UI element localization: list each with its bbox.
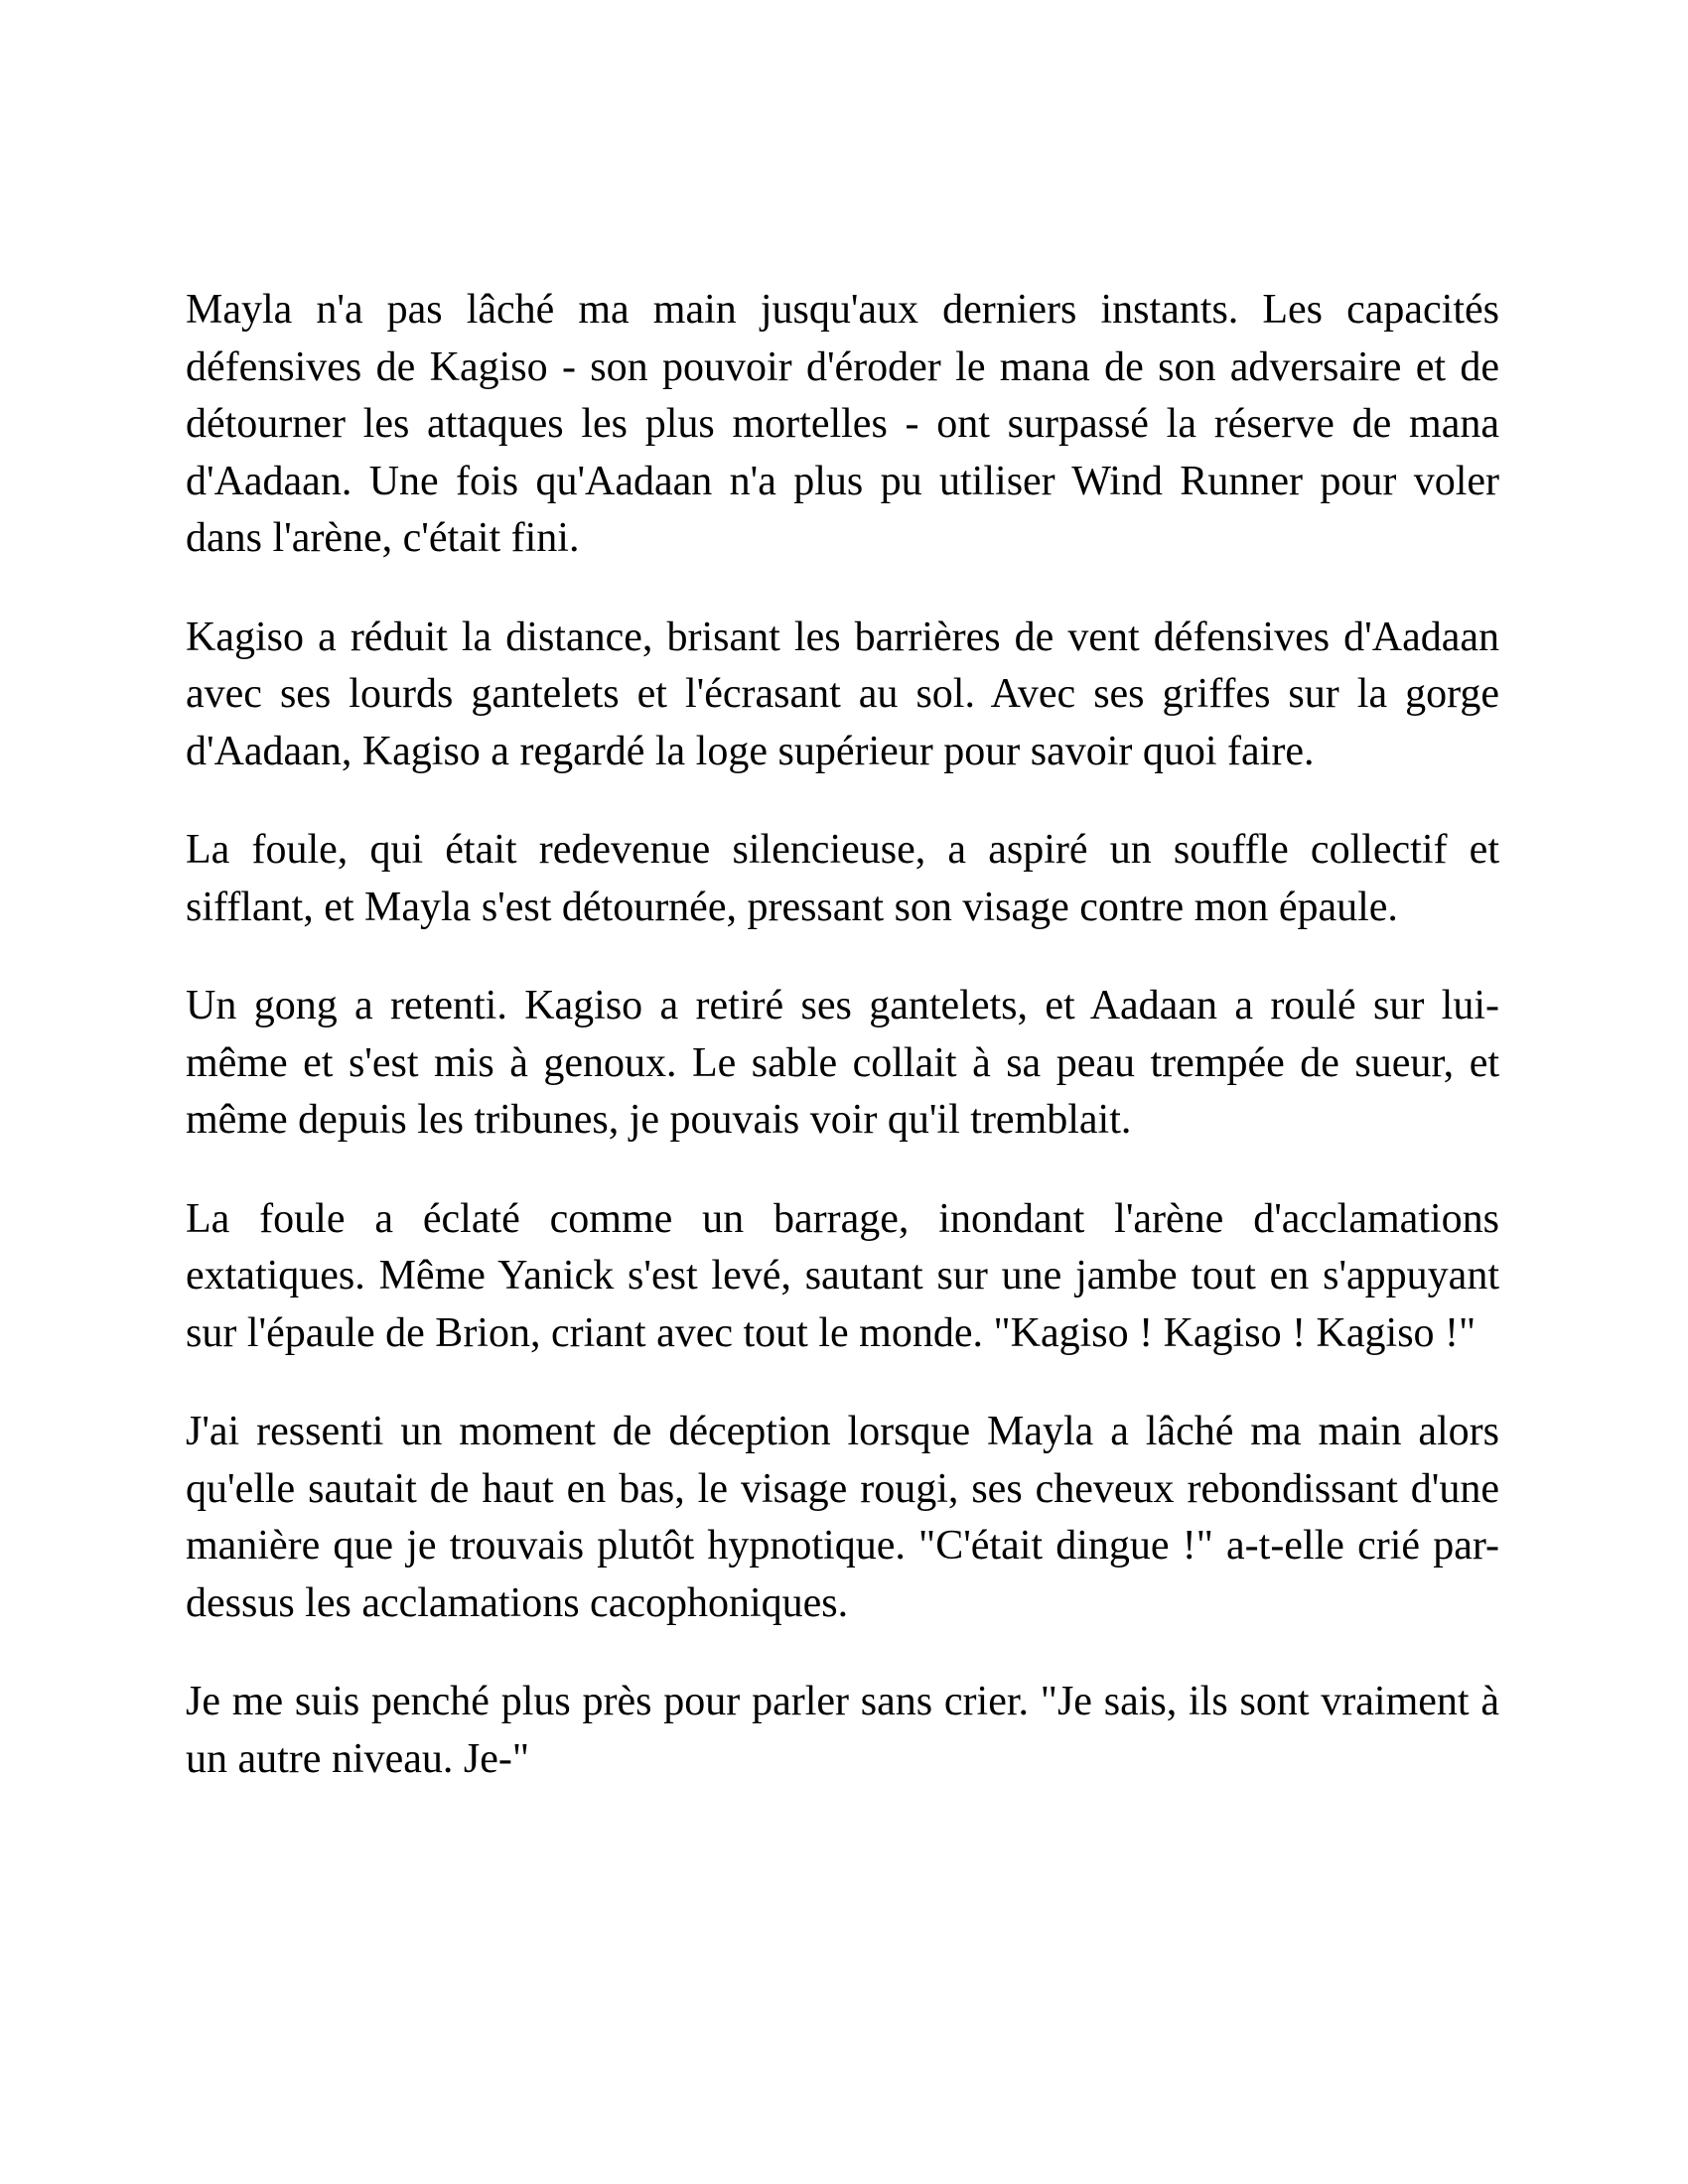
paragraph: La foule a éclaté comme un barrage, inondant l'arène d'acclamations extatiques. Même Yanick s'est levé, sautant sur une jambe tout en s'appuyant sur l'épaule de Brion, criant avec tout le monde. "Kagiso ! Kagiso ! Kagiso !": [186, 1195, 1499, 1356]
paragraph: Je me suis penché plus près pour parler sans crier. "Je sais, ils sont vraiment à un autre niveau. Je-": [186, 1679, 1499, 1782]
paragraph: La foule, qui était redevenue silencieuse, a aspiré un souffle collectif et sifflant, et Mayla s'est détournée, pressant son visage contre mon épaule.: [186, 827, 1499, 930]
paragraph: J'ai ressenti un moment de déception lorsque Mayla a lâché ma main alors qu'elle sautait de haut en bas, le visage rougi, ses cheveux rebondissant d'une manière que je trouvais plutôt hypnotique. "C'était dingue !" a-t-elle crié par-dessus les acclamations cacophoniques.: [186, 1409, 1499, 1626]
paragraph: Un gong a retenti. Kagiso a retiré ses gantelets, et Aadaan a roulé sur lui-même et s'est mis à genoux. Le sable collait à sa peau trempée de sueur, et même depuis les tribunes, je pouvais voir qu'il tremblait.: [186, 983, 1499, 1143]
paragraph: Mayla n'a pas lâché ma main jusqu'aux derniers instants. Les capacités défensives de Kagiso - son pouvoir d'éroder le mana de son adversaire et de détourner les attaques les plus mortelles - ont surpassé la réserve de mana d'Aadaan. Une fois qu'Aadaan n'a plus pu utiliser Wind Runner pour voler dans l'arène, c'était fini.: [186, 287, 1499, 561]
page-text: [186, 282, 1499, 1788]
paragraph: Kagiso a réduit la distance, brisant les barrières de vent défensives d'Aadaan avec ses lourds gantelets et l'écrasant au sol. Avec ses griffes sur la gorge d'Aadaan, Kagiso a regardé la loge supérieur pour savoir quoi faire.: [186, 614, 1499, 774]
